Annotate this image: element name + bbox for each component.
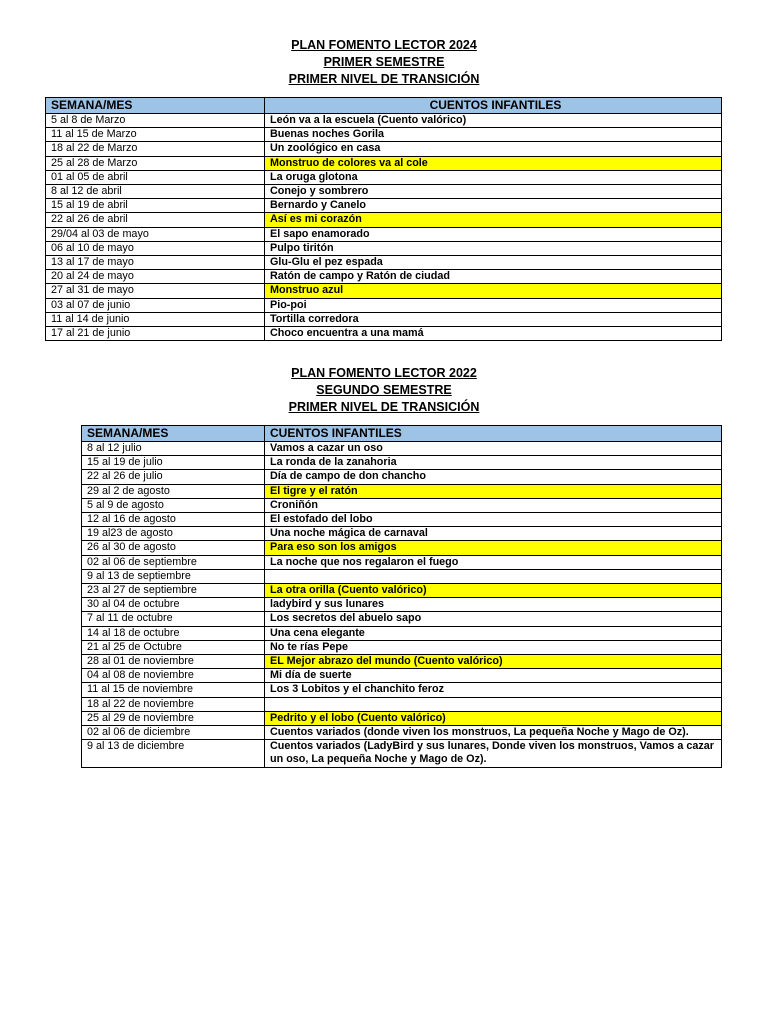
- table-row: [46, 213, 722, 227]
- week-cell: 8 al 12 julio: [82, 442, 265, 456]
- story-cell: Tortilla corredora: [265, 312, 722, 326]
- plan2-header-row: [82, 426, 722, 442]
- story-cell: Para eso son los amigos: [265, 541, 722, 555]
- table-row: [82, 470, 722, 484]
- table-row: [46, 312, 722, 326]
- week-cell: 9 al 13 de septiembre: [82, 569, 265, 583]
- week-cell: 8 al 12 de abril: [46, 185, 265, 199]
- week-cell: 9 al 13 de diciembre: [82, 740, 265, 767]
- table-row: [46, 270, 722, 284]
- table-row: [82, 640, 722, 654]
- plan1-heading: [0, 37, 768, 88]
- week-cell: 5 al 9 de agosto: [82, 498, 265, 512]
- story-cell: La oruga glotona: [265, 170, 722, 184]
- story-cell: El estofado del lobo: [265, 513, 722, 527]
- table-row: [82, 541, 722, 555]
- week-cell: 23 al 27 de septiembre: [82, 584, 265, 598]
- week-cell: 02 al 06 de septiembre: [82, 555, 265, 569]
- story-cell: [265, 697, 722, 711]
- story-cell: El sapo enamorado: [265, 227, 722, 241]
- plan2-semester: SEGUNDO SEMESTRE: [316, 383, 452, 397]
- week-cell: 27 al 31 de mayo: [46, 284, 265, 298]
- week-cell: 22 al 26 de julio: [82, 470, 265, 484]
- week-cell: 01 al 05 de abril: [46, 170, 265, 184]
- story-cell: Conejo y sombrero: [265, 185, 722, 199]
- story-cell: Vamos a cazar un oso: [265, 442, 722, 456]
- table-row: [82, 626, 722, 640]
- plan2-table: [81, 425, 722, 768]
- story-cell: Los secretos del abuelo sapo: [265, 612, 722, 626]
- story-cell: Pedrito y el lobo (Cuento valórico): [265, 711, 722, 725]
- table-row: [46, 256, 722, 270]
- table-row: [82, 598, 722, 612]
- story-cell: Choco encuentra a una mamá: [265, 327, 722, 341]
- week-cell: 03 al 07 de junio: [46, 298, 265, 312]
- table-row: [82, 555, 722, 569]
- table-row: [46, 327, 722, 341]
- table-row: [82, 569, 722, 583]
- story-cell: Bernardo y Canelo: [265, 199, 722, 213]
- week-cell: 14 al 18 de octubre: [82, 626, 265, 640]
- story-cell: Monstruo azul: [265, 284, 722, 298]
- week-cell: 21 al 25 de Octubre: [82, 640, 265, 654]
- story-cell: León va a la escuela (Cuento valórico): [265, 114, 722, 128]
- story-cell: Una cena elegante: [265, 626, 722, 640]
- week-cell: 5 al 8 de Marzo: [46, 114, 265, 128]
- week-cell: 30 al 04 de octubre: [82, 598, 265, 612]
- story-cell: La noche que nos regalaron el fuego: [265, 555, 722, 569]
- week-cell: 25 al 28 de Marzo: [46, 156, 265, 170]
- week-cell: 18 al 22 de Marzo: [46, 142, 265, 156]
- table-row: [82, 498, 722, 512]
- table-row: [46, 185, 722, 199]
- week-cell: 13 al 17 de mayo: [46, 256, 265, 270]
- table-row: [82, 612, 722, 626]
- story-cell: El tigre y el ratón: [265, 484, 722, 498]
- week-cell: 11 al 14 de junio: [46, 312, 265, 326]
- week-cell: 11 al 15 de Marzo: [46, 128, 265, 142]
- table-row: [82, 527, 722, 541]
- week-cell: 15 al 19 de abril: [46, 199, 265, 213]
- table-row: [82, 669, 722, 683]
- week-cell: 29 al 2 de agosto: [82, 484, 265, 498]
- week-cell: 22 al 26 de abril: [46, 213, 265, 227]
- week-cell: 28 al 01 de noviembre: [82, 655, 265, 669]
- story-cell: La otra orilla (Cuento valórico): [265, 584, 722, 598]
- table-row: [82, 697, 722, 711]
- story-cell: Buenas noches Gorila: [265, 128, 722, 142]
- table-row: [82, 655, 722, 669]
- table-row: [46, 142, 722, 156]
- week-cell: 02 al 06 de diciembre: [82, 726, 265, 740]
- plan1-header-week: SEMANA/MES: [46, 98, 265, 114]
- table-row: [82, 456, 722, 470]
- plan2-rows: [82, 442, 722, 768]
- table-row: [46, 128, 722, 142]
- week-cell: 12 al 16 de agosto: [82, 513, 265, 527]
- week-cell: 26 al 30 de agosto: [82, 541, 265, 555]
- table-row: [46, 170, 722, 184]
- story-cell: Así es mi corazón: [265, 213, 722, 227]
- week-cell: 15 al 19 de julio: [82, 456, 265, 470]
- story-cell: Ratón de campo y Ratón de ciudad: [265, 270, 722, 284]
- plan2-header-story: CUENTOS INFANTILES: [265, 426, 722, 442]
- story-cell: Monstruo de colores va al cole: [265, 156, 722, 170]
- plan2-level: PRIMER NIVEL DE TRANSICIÓN: [288, 400, 480, 414]
- story-cell: Día de campo de don chancho: [265, 470, 722, 484]
- week-cell: 11 al 15 de noviembre: [82, 683, 265, 697]
- plan1-rows: [46, 114, 722, 341]
- plan1-header-row: [46, 98, 722, 114]
- plan1-header-story: CUENTOS INFANTILES: [265, 98, 722, 114]
- plan1-table: [45, 97, 722, 341]
- table-row: [46, 156, 722, 170]
- story-cell: Un zoológico en casa: [265, 142, 722, 156]
- week-cell: 17 al 21 de junio: [46, 327, 265, 341]
- story-cell: Glu-Glu el pez espada: [265, 256, 722, 270]
- plan1-title: PLAN FOMENTO LECTOR 2024: [291, 38, 477, 52]
- story-cell: Pulpo tiritón: [265, 241, 722, 255]
- table-row: [46, 199, 722, 213]
- story-cell: Pio-poi: [265, 298, 722, 312]
- plan2-heading: [0, 365, 768, 416]
- week-cell: 19 al23 de agosto: [82, 527, 265, 541]
- table-row: [46, 241, 722, 255]
- week-cell: 25 al 29 de noviembre: [82, 711, 265, 725]
- table-row: [46, 284, 722, 298]
- table-row: [46, 227, 722, 241]
- story-cell: [265, 569, 722, 583]
- story-cell: No te rías Pepe: [265, 640, 722, 654]
- table-row: [82, 442, 722, 456]
- table-row: [82, 711, 722, 725]
- table-row: [46, 114, 722, 128]
- table-row: [46, 298, 722, 312]
- week-cell: 29/04 al 03 de mayo: [46, 227, 265, 241]
- week-cell: 20 al 24 de mayo: [46, 270, 265, 284]
- story-cell: Croniñón: [265, 498, 722, 512]
- story-cell: Mi día de suerte: [265, 669, 722, 683]
- story-cell: Una noche mágica de carnaval: [265, 527, 722, 541]
- table-row: [82, 513, 722, 527]
- story-cell: La ronda de la zanahoria: [265, 456, 722, 470]
- plan2-header-week: SEMANA/MES: [82, 426, 265, 442]
- plan1-level: PRIMER NIVEL DE TRANSICIÓN: [288, 72, 480, 86]
- table-row: [82, 683, 722, 697]
- story-cell: ladybird y sus lunares: [265, 598, 722, 612]
- story-cell: Cuentos variados (donde viven los monstruos, La pequeña Noche y Mago de Oz).: [265, 726, 722, 740]
- week-cell: 18 al 22 de noviembre: [82, 697, 265, 711]
- plan1-semester: PRIMER SEMESTRE: [323, 55, 445, 69]
- story-cell: Los 3 Lobitos y el chanchito feroz: [265, 683, 722, 697]
- table-row: [82, 726, 722, 740]
- week-cell: 04 al 08 de noviembre: [82, 669, 265, 683]
- table-row: [82, 584, 722, 598]
- week-cell: 7 al 11 de octubre: [82, 612, 265, 626]
- table-row: [82, 740, 722, 767]
- story-cell: EL Mejor abrazo del mundo (Cuento valórico): [265, 655, 722, 669]
- story-cell: Cuentos variados (LadyBird y sus lunares, Donde viven los monstruos, Vamos a cazar un oso, La pequeña Noche y Mago de Oz).: [265, 740, 722, 767]
- plan2-title: PLAN FOMENTO LECTOR 2022: [291, 366, 477, 380]
- week-cell: 06 al 10 de mayo: [46, 241, 265, 255]
- table-row: [82, 484, 722, 498]
